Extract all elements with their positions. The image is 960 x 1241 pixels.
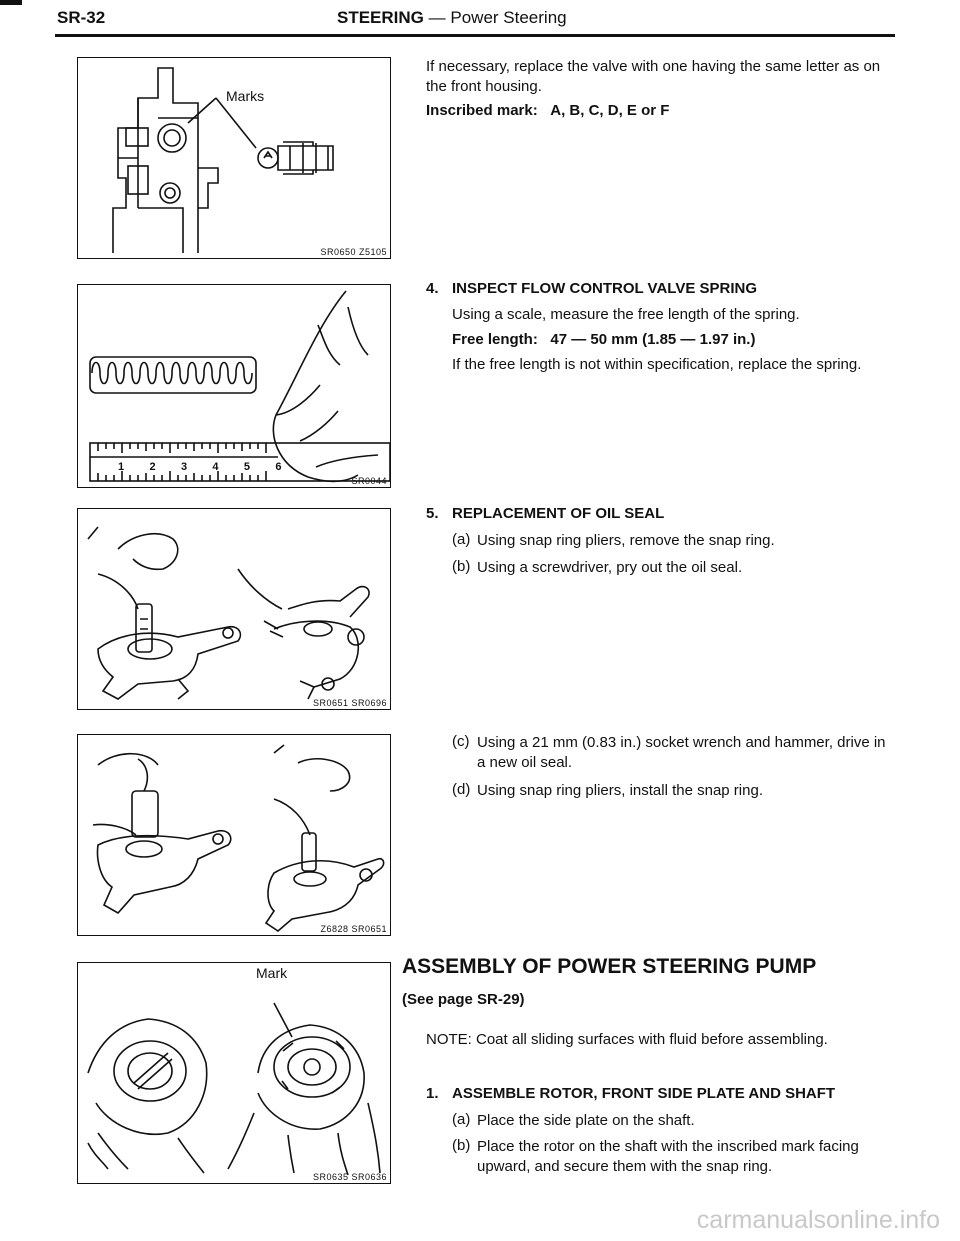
step-4-replace-text: If the free length is not within specification, replace the spring. xyxy=(452,356,862,373)
step-4-title: INSPECT FLOW CONTROL VALVE SPRING xyxy=(452,280,758,297)
figure-code: Z6828 SR0651 xyxy=(320,924,387,934)
step-5c-text: Using a 21 mm (0.83 in.) socket wrench and hammer, drive in a new oil seal. xyxy=(477,734,886,771)
page-header-title xyxy=(337,8,567,28)
scale-digit: 4 xyxy=(212,461,220,473)
scale-digits xyxy=(118,461,282,473)
step-5-number: 5. xyxy=(426,505,439,522)
figure-code: SR0650 Z5105 xyxy=(320,247,387,257)
assembly-step-1a-letter: (a) xyxy=(452,1111,471,1128)
page-corner-mark xyxy=(0,0,22,5)
figure-code: SR0651 SR0696 xyxy=(312,698,387,708)
figure-rotor-mark xyxy=(77,962,391,1184)
assembly-step-1-title: ASSEMBLE ROTOR, FRONT SIDE PLATE AND SHAFT xyxy=(452,1085,836,1102)
assembly-section-title: ASSEMBLY OF POWER STEERING PUMP xyxy=(402,955,817,978)
figure-code: SR0044 xyxy=(351,476,387,486)
step-5a-letter: (a) xyxy=(452,531,471,548)
page-code: SR-32 xyxy=(57,8,106,27)
step-5-title: REPLACEMENT OF OIL SEAL xyxy=(452,505,665,522)
inscribed-mark-label: Inscribed mark: xyxy=(426,102,538,119)
figure-spring-scale xyxy=(77,284,391,488)
scale-digit: 5 xyxy=(243,461,251,473)
section-name: STEERING xyxy=(337,8,424,27)
figure-valve-marks xyxy=(77,57,391,259)
header-rule xyxy=(55,34,895,37)
subsection-name: Power Steering xyxy=(450,8,567,27)
scale-digit: 6 xyxy=(275,461,283,473)
header-dash: — xyxy=(428,8,446,27)
assembly-step-1-number: 1. xyxy=(426,1085,439,1102)
spring-scale-illustration xyxy=(78,285,390,487)
site-watermark: carmanualsonline.info xyxy=(696,1206,940,1234)
assembly-note: NOTE: Coat all sliding surfaces with fluid before assembling. xyxy=(426,1031,828,1048)
rotor-mark-illustration xyxy=(78,963,390,1183)
scale-digit: 3 xyxy=(180,461,189,473)
figure-code: SR0635 SR0636 xyxy=(312,1172,387,1182)
remove-oil-seal-illustration xyxy=(78,509,390,709)
see-page-text: (See page SR-29) xyxy=(402,991,525,1008)
marks-callout: Marks xyxy=(226,88,265,104)
assembly-step-1a-text: Place the side plate on the shaft. xyxy=(477,1112,695,1129)
install-oil-seal-illustration xyxy=(78,735,390,935)
step-5c-letter: (c) xyxy=(452,733,470,750)
step-5a-text: Using snap ring pliers, remove the snap ring. xyxy=(477,532,775,549)
step-5b-text: Using a screwdriver, pry out the oil seal. xyxy=(477,559,743,576)
free-length-value: 47 — 50 mm (1.85 — 1.97 in.) xyxy=(550,331,756,348)
inscribed-mark-value: A, B, C, D, E or F xyxy=(550,102,670,119)
step-5d-letter: (d) xyxy=(452,781,471,798)
mark-callout: Mark xyxy=(256,965,288,981)
figure-install-oil-seal xyxy=(77,734,391,936)
valve-replace-paragraph: If necessary, replace the valve with one having the same letter as on the front housing. xyxy=(426,58,881,95)
step-4-number: 4. xyxy=(426,280,439,297)
free-length-label: Free length: xyxy=(452,331,538,348)
assembly-step-1b-text: Place the rotor on the shaft with the inscribed mark facing upward, and secure them with the snap ring. xyxy=(477,1138,859,1175)
figure-remove-oil-seal xyxy=(77,508,391,710)
step-5d-text: Using snap ring pliers, install the snap ring. xyxy=(477,782,763,799)
step-5b-letter: (b) xyxy=(452,558,471,575)
step-4-text: Using a scale, measure the free length of the spring. xyxy=(452,306,800,323)
scale-digit: 2 xyxy=(149,461,157,473)
scale-digit: 1 xyxy=(118,461,126,473)
inscribed-mark-spec xyxy=(426,101,892,121)
see-page-reference xyxy=(402,990,868,1010)
free-length-spec xyxy=(452,330,892,350)
assembly-step-1b-letter: (b) xyxy=(452,1137,471,1154)
